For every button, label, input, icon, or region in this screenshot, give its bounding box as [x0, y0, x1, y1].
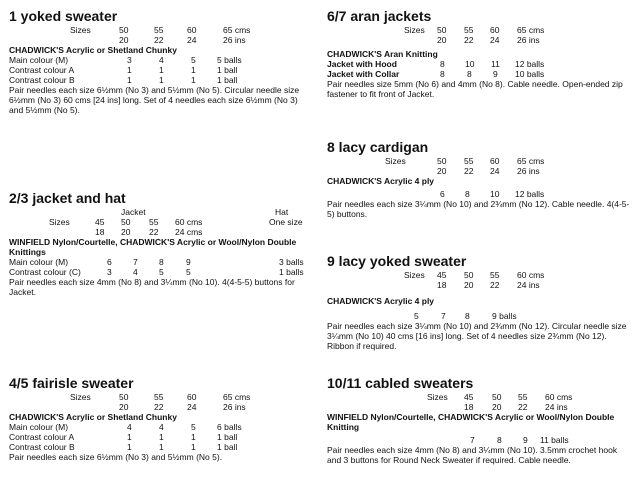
- section-cabled-sweaters: [327, 375, 632, 465]
- size-cell: 26 ins: [517, 35, 540, 45]
- size-cell: 20: [492, 402, 502, 412]
- section-fairisle-sweater: [9, 375, 314, 462]
- qty-cell: 4: [159, 55, 164, 65]
- size-cell: 45: [464, 392, 474, 402]
- needle-notes: Pair needles each size 4mm (No 8) and 3¼mm (No 10). 3.5mm crochet hook and 3 buttons for Round Neck Sweater if required. Cable needle.: [327, 445, 618, 465]
- qty-cell: 5: [186, 267, 191, 277]
- sizes-label: Sizes: [70, 392, 91, 402]
- size-cell: 50: [119, 25, 129, 35]
- size-cell: 60: [187, 392, 197, 402]
- qty-cell: 12 balls: [515, 189, 545, 199]
- qty-cell: 1 ball: [217, 65, 238, 75]
- section-title: 1 yoked sweater: [9, 8, 118, 24]
- size-cell: 55: [154, 25, 164, 35]
- size-cell: 20: [121, 227, 131, 237]
- material-label: Contrast colour B: [9, 442, 75, 452]
- size-cell: 55: [490, 270, 500, 280]
- size-cell: 60: [187, 25, 197, 35]
- qty-cell: 1: [191, 432, 196, 442]
- qty-cell: 1 ball: [217, 442, 238, 452]
- size-cell: 50: [121, 217, 131, 227]
- yarn-line: WINFIELD Nylon/Courtelle, CHADWICK'S Acrylic or Wool/Nylon Double Knitting: [327, 412, 615, 432]
- qty-cell: 7: [133, 257, 138, 267]
- size-cell: 22: [154, 402, 164, 412]
- size-cell: 24: [490, 35, 500, 45]
- size-cell: 22: [518, 402, 528, 412]
- section-title: 8 lacy cardigan: [327, 139, 429, 155]
- qty-cell: 6: [440, 189, 445, 199]
- yarn-line: CHADWICK'S Acrylic 4 ply: [327, 296, 435, 306]
- material-label: Contrast colour A: [9, 432, 75, 442]
- qty-cell: 9: [186, 257, 191, 267]
- sizes-label: Sizes: [404, 270, 425, 280]
- qty-cell: 1: [127, 65, 132, 75]
- qty-cell: 5: [191, 55, 196, 65]
- size-cell: 22: [464, 35, 474, 45]
- size-cell: 24: [490, 166, 500, 176]
- qty-cell: 6: [107, 257, 112, 267]
- one-size: One size: [269, 217, 303, 227]
- qty-cell: 1 ball: [217, 75, 238, 85]
- size-cell: 55: [154, 392, 164, 402]
- qty-cell: 11 balls: [540, 435, 569, 445]
- sizes-label: Sizes: [385, 156, 406, 166]
- yarn-line: CHADWICK'S Acrylic or Shetland Chunky: [9, 412, 177, 422]
- section-jacket-and-hat: [9, 190, 314, 297]
- qty-cell: 5 balls: [217, 55, 242, 65]
- size-cell: 60 cms: [545, 392, 573, 402]
- yarn-line: CHADWICK'S Acrylic or Shetland Chunky: [9, 45, 177, 55]
- qty-cell: 4: [127, 422, 132, 432]
- yarn-line: CHADWICK'S Acrylic 4 ply: [327, 176, 435, 186]
- yarn-line: CHADWICK'S Aran Knitting: [327, 49, 438, 59]
- size-cell: 60: [490, 156, 500, 166]
- qty-cell: 1: [191, 442, 196, 452]
- size-cell: 65 cms: [517, 25, 545, 35]
- qty-cell: 4: [133, 267, 138, 277]
- size-cell: 24 ins: [517, 280, 540, 290]
- size-cell: 65 cms: [223, 25, 251, 35]
- size-cell: 50: [437, 156, 447, 166]
- section-aran-jackets: [327, 8, 632, 99]
- qty-cell: 8: [497, 435, 502, 445]
- qty-cell: 6 balls: [217, 422, 242, 432]
- needle-notes: Pair needles each size 6½mm (No 3) and 5½mm (No 5). Circular needle size 6½mm (No 3) 60 cms [24 ins] long. Set of 4 needles each size 6½mm (No 3) and 5½mm (No 5).: [9, 85, 300, 115]
- size-cell: 65 cms: [223, 392, 251, 402]
- qty-cell: 1: [159, 65, 164, 75]
- qty-cell: 5: [191, 422, 196, 432]
- needle-notes: Pair needles each size 6½mm (No 3) and 5½mm (No 5).: [9, 452, 223, 462]
- qty-cell: 1: [159, 442, 164, 452]
- size-cell: 24: [187, 35, 197, 45]
- material-label: Contrast colour (C): [9, 267, 81, 277]
- size-cell: 24: [187, 402, 197, 412]
- size-cell: 20: [119, 35, 129, 45]
- sizes-label: Sizes: [404, 25, 425, 35]
- size-cell: 50: [437, 25, 447, 35]
- qty-cell: 11: [491, 59, 500, 69]
- section-lacy-cardigan: [327, 139, 632, 219]
- size-cell: 26 ins: [223, 35, 246, 45]
- qty-cell: 1 ball: [217, 432, 238, 442]
- qty-cell: 1: [159, 432, 164, 442]
- section-title: 9 lacy yoked sweater: [327, 253, 467, 269]
- section-title: 10/11 cabled sweaters: [327, 375, 474, 391]
- qty-cell: 5: [159, 267, 164, 277]
- size-cell: 50: [119, 392, 129, 402]
- material-label: Main colour (M): [9, 55, 69, 65]
- size-cell: 55: [149, 217, 159, 227]
- hat-qty: 3 balls: [279, 257, 304, 267]
- qty-cell: 8: [440, 69, 445, 79]
- qty-cell: 4: [159, 422, 164, 432]
- hat-qty: 1 balls: [279, 267, 304, 277]
- qty-cell: 8: [467, 69, 472, 79]
- qty-cell: 1: [127, 75, 132, 85]
- size-cell: 24 ins: [545, 402, 568, 412]
- material-label: Jacket with Collar: [327, 69, 400, 79]
- size-cell: 20: [464, 280, 474, 290]
- material-label: Main colour (M): [9, 422, 69, 432]
- qty-cell: 9 balls: [492, 311, 517, 321]
- material-label: Contrast colour B: [9, 75, 75, 85]
- size-cell: 26 ins: [517, 166, 540, 176]
- qty-cell: 10 balls: [515, 69, 545, 79]
- qty-cell: 1: [191, 75, 196, 85]
- qty-cell: 8: [465, 311, 470, 321]
- hat-label: Hat: [275, 207, 289, 217]
- qty-cell: 12 balls: [515, 59, 545, 69]
- size-cell: 60: [490, 25, 500, 35]
- size-cell: 55: [518, 392, 528, 402]
- section-title: 2/3 jacket and hat: [9, 190, 126, 206]
- size-cell: 50: [492, 392, 502, 402]
- size-cell: 20: [437, 166, 447, 176]
- qty-cell: 9: [493, 69, 498, 79]
- section-title: 6/7 aran jackets: [327, 8, 432, 24]
- size-cell: 50: [464, 270, 474, 280]
- qty-cell: 8: [159, 257, 164, 267]
- size-cell: 60 cms: [517, 270, 545, 280]
- size-cell: 24 cms: [175, 227, 203, 237]
- sizes-label: Sizes: [427, 392, 448, 402]
- size-cell: 20: [119, 402, 129, 412]
- size-cell: 22: [464, 166, 474, 176]
- qty-cell: 10: [465, 59, 475, 69]
- qty-cell: 7: [441, 311, 446, 321]
- size-cell: 20: [437, 35, 447, 45]
- size-cell: 18: [95, 227, 105, 237]
- qty-cell: 5: [414, 311, 419, 321]
- needle-notes: Pair needles each size 3¼mm (No 10) and 2¾mm (No 12). Cable needle. 4(4-5-5) buttons.: [327, 199, 630, 219]
- size-cell: 45: [437, 270, 447, 280]
- qty-cell: 10: [490, 189, 500, 199]
- needle-notes: Pair needles size 5mm (No 6) and 4mm (No 8). Cable needle. Open-ended zip fastener to fit front of Jacket.: [327, 79, 623, 99]
- yarn-line: WINFIELD Nylon/Courtelle, CHADWICK'S Acrylic or Wool/Nylon Double Knittings: [9, 237, 297, 257]
- size-cell: 22: [149, 227, 159, 237]
- size-cell: 60 cms: [175, 217, 203, 227]
- material-label: Main colour (M): [9, 257, 69, 267]
- needle-notes: Pair needles each size 4mm (No 8) and 3¼mm (No 10). 4(4-5-5) buttons for Jacket.: [9, 277, 295, 297]
- size-cell: 22: [154, 35, 164, 45]
- section-lacy-yoked-sweater: [327, 253, 632, 351]
- sizes-label: Sizes: [49, 217, 70, 227]
- material-label: Jacket with Hood: [327, 59, 397, 69]
- size-cell: 65 cms: [517, 156, 545, 166]
- qty-cell: 1: [127, 432, 132, 442]
- sizes-label: Sizes: [70, 25, 91, 35]
- qty-cell: 3: [107, 267, 112, 277]
- size-cell: 45: [95, 217, 105, 227]
- jacket-label: Jacket: [121, 207, 146, 217]
- size-cell: 18: [437, 280, 447, 290]
- section-title: 4/5 fairisle sweater: [9, 375, 134, 391]
- qty-cell: 1: [159, 75, 164, 85]
- qty-cell: 9: [523, 435, 528, 445]
- qty-cell: 8: [440, 59, 445, 69]
- material-label: Contrast colour A: [9, 65, 75, 75]
- size-cell: 55: [464, 156, 474, 166]
- qty-cell: 3: [127, 55, 132, 65]
- size-cell: 26 ins: [223, 402, 246, 412]
- size-cell: 55: [464, 25, 474, 35]
- qty-cell: 1: [127, 442, 132, 452]
- section-yoked-sweater: [9, 8, 314, 115]
- qty-cell: 7: [470, 435, 475, 445]
- size-cell: 22: [490, 280, 500, 290]
- qty-cell: 1: [191, 65, 196, 75]
- needle-notes: Pair needles each size 3¼mm (No 10) and 2¾mm (No 12). Circular needle size 3¼mm (No 10) 40 cms [16 ins] long. Set of 4 needles size 2¾mm (No 12). Ribbon if required.: [327, 321, 627, 351]
- size-cell: 18: [464, 402, 474, 412]
- qty-cell: 8: [465, 189, 470, 199]
